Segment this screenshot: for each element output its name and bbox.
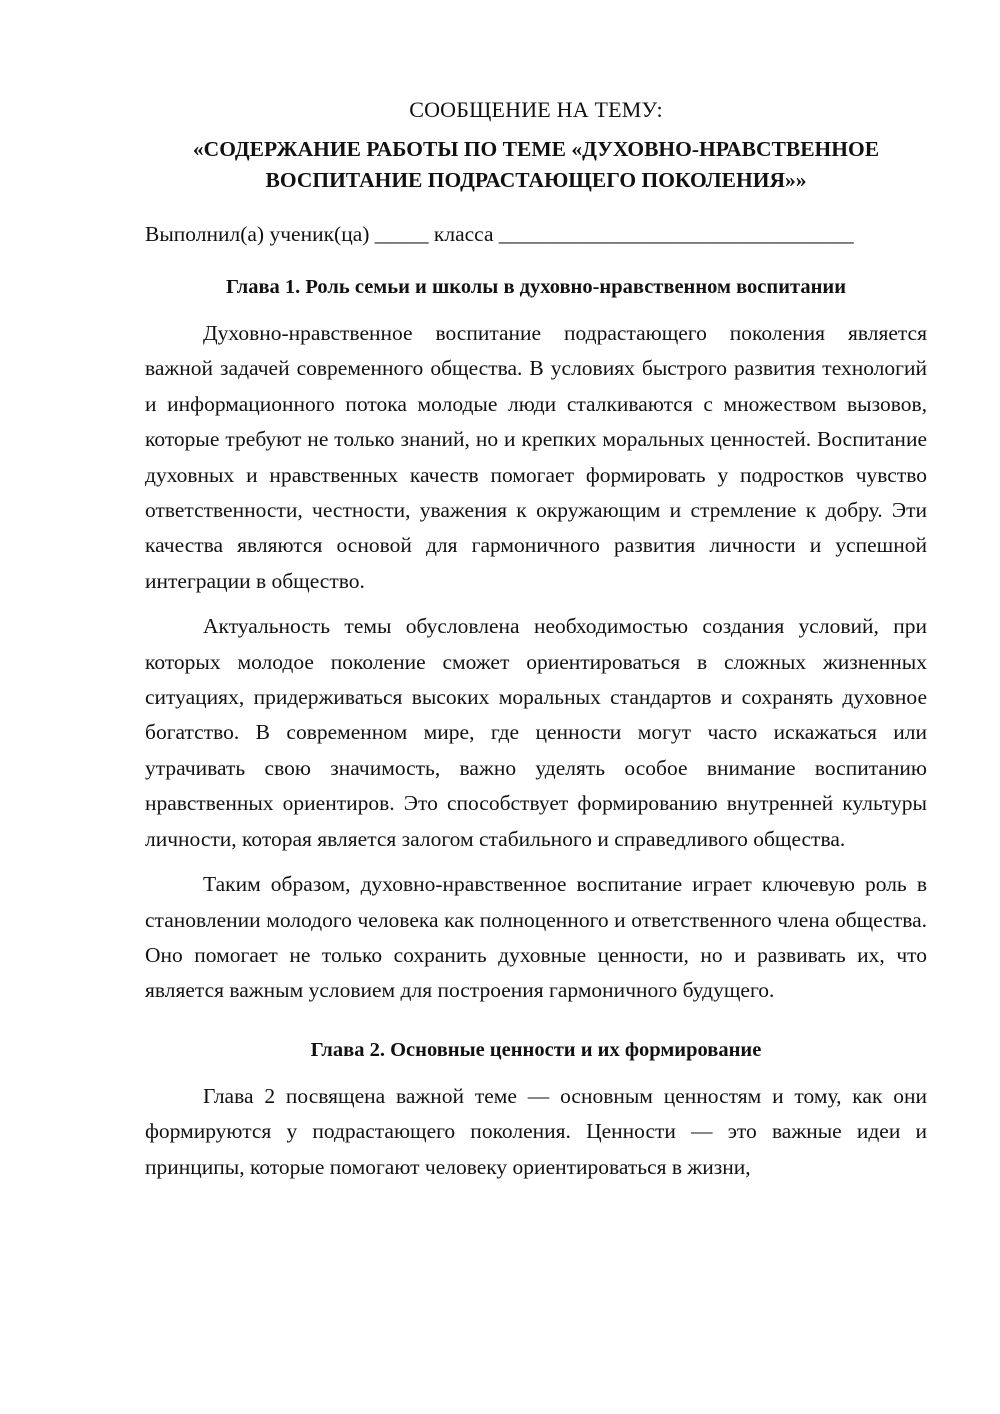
author-line: Выполнил(а) ученик(ца) _____ класса _________________________________	[145, 222, 854, 246]
chapter-heading: Глава 1. Роль семьи и школы в духовно-нравственном воспитании	[225, 276, 847, 298]
document-body	[145, 92, 927, 1195]
chapter-heading: Глава 2. Основные ценности и их формирование	[310, 1038, 762, 1061]
document-title: СООБЩЕНИЕ НА ТЕМУ:	[409, 97, 663, 122]
paragraph: Глава 2 посвящена важной теме — основным ценностям и тому, как они формируются у подрастающего поколения. Ценности — это важные идеи и принципы, которые помогают человеку ориентироваться в жизни,	[145, 1083, 927, 1179]
paragraph: Таким образом, духовно-нравственное воспитание играет ключевую роль в становлении молодого человека как полноценного и ответственного члена общества. Оно помогает не только сохранить духовные ценности, но и развивать их, что является важным условием для построения гармоничного будущего.	[145, 872, 927, 1003]
document-topic-line: ВОСПИТАНИЕ ПОДРАСТАЮЩЕГО ПОКОЛЕНИЯ»»	[265, 168, 807, 192]
paragraph: Актуальность темы обусловлена необходимостью создания условий, при которых молодое поколение сможет ориентироваться в сложных жизненных ситуациях, придерживаться высоких моральных стандартов и сохранять духовное богатство. В современном мире, где ценности могут часто искажаться или утрачивать свою значимость, важно уделять особое внимание воспитанию нравственных ориентиров. Это способствует формированию внутренней культуры личности, которая является залогом стабильного и справедливого общества.	[145, 614, 927, 851]
chapter-2	[145, 1035, 927, 1185]
paragraph: Духовно-нравственное воспитание подрастающего поколения является важной задачей современного общества. В условиях быстрого развития технологий и информационного потока молодые люди сталкиваются с множеством вызовов, которые требуют не только знаний, но и крепких моральных ценностей. Воспитание духовных и нравственных качеств помогает формировать у подростков чувство ответственности, честности, уважения к окружающим и стремление к добру. Эти качества являются основой для гармоничного развития личности и успешной интеграции в общество.	[145, 321, 927, 593]
document-topic	[145, 134, 927, 196]
document-topic-line: «СОДЕРЖАНИЕ РАБОТЫ ПО ТЕМЕ «ДУХОВНО-НРАВСТВЕННОЕ	[192, 137, 880, 161]
chapter-1	[145, 272, 927, 1009]
